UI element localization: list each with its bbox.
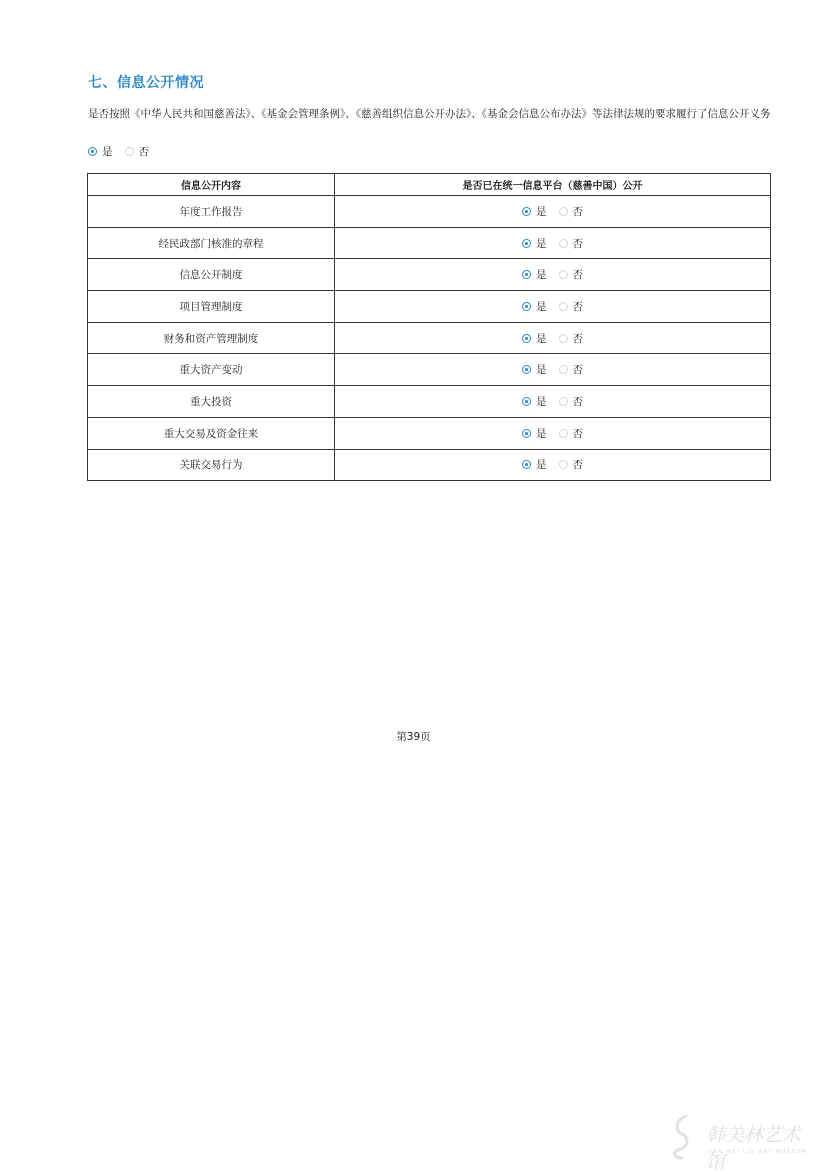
disclosure-item-label: 年度工作报告 xyxy=(88,196,335,228)
yes-radio-checked-icon[interactable] xyxy=(88,147,97,156)
table-row xyxy=(88,227,771,259)
disclosure-table xyxy=(87,173,771,481)
yes-radio-checked-icon[interactable] xyxy=(522,270,531,279)
no-radio-icon[interactable] xyxy=(559,365,568,374)
yes-option-label: 是 xyxy=(536,395,547,408)
header-content: 信息公开内容 xyxy=(88,174,335,196)
no-radio-icon[interactable] xyxy=(559,460,568,469)
table-row xyxy=(88,291,771,323)
yes-option-label: 是 xyxy=(536,459,547,472)
table-row xyxy=(88,386,771,418)
status-radio-group xyxy=(522,299,583,314)
no-radio-icon[interactable] xyxy=(559,397,568,406)
status-radio-group xyxy=(522,204,583,219)
no-radio-icon[interactable] xyxy=(559,302,568,311)
yes-option-label: 是 xyxy=(536,427,547,440)
no-option-label: 否 xyxy=(572,300,583,313)
disclosure-status-cell xyxy=(335,227,771,259)
page-number: 第39页 xyxy=(396,731,431,743)
yes-radio-checked-icon[interactable] xyxy=(522,334,531,343)
no-option-label: 否 xyxy=(572,237,583,250)
disclosure-item-label: 财务和资产管理制度 xyxy=(88,322,335,354)
yes-radio-checked-icon[interactable] xyxy=(522,429,531,438)
disclosure-status-cell xyxy=(335,322,771,354)
disclosure-item-label: 重大资产变动 xyxy=(88,354,335,386)
question-radio-group xyxy=(88,144,161,159)
table-row xyxy=(88,354,771,386)
table-row xyxy=(88,259,771,291)
no-option-label: 否 xyxy=(572,364,583,377)
disclosure-status-cell xyxy=(335,291,771,323)
museum-watermark xyxy=(668,1110,818,1173)
disclosure-status-cell xyxy=(335,354,771,386)
no-radio-icon[interactable] xyxy=(125,147,134,156)
disclosure-status-cell xyxy=(335,196,771,228)
no-radio-icon[interactable] xyxy=(559,239,568,248)
yes-radio-checked-icon[interactable] xyxy=(522,460,531,469)
status-radio-group xyxy=(522,236,583,251)
table-header-row xyxy=(88,174,771,196)
status-radio-group xyxy=(522,362,583,377)
question-text: 是否按照《中华人民共和国慈善法》、《基金会管理条例》、《慈善组织信息公开办法》、《基金会信息公布办法》等法律法规的要求履行了信息公开义务 xyxy=(88,108,771,120)
header-disclosed: 是否已在统一信息平台（慈善中国）公开 xyxy=(335,174,771,196)
no-radio-icon[interactable] xyxy=(559,207,568,216)
no-option-label: 否 xyxy=(572,395,583,408)
table-row xyxy=(88,322,771,354)
disclosure-item-label: 重大交易及资金往来 xyxy=(88,417,335,449)
status-radio-group xyxy=(522,267,583,282)
table-row xyxy=(88,417,771,449)
status-radio-group xyxy=(522,457,583,472)
disclosure-item-label: 关联交易行为 xyxy=(88,449,335,481)
watermark-text: 韩美林艺术馆 xyxy=(706,1124,802,1173)
no-option-label: 否 xyxy=(138,146,149,158)
yes-option-label: 是 xyxy=(536,364,547,377)
yes-option-label: 是 xyxy=(536,269,547,282)
table-row xyxy=(88,196,771,228)
status-radio-group xyxy=(522,426,583,441)
disclosure-item-label: 经民政部门核准的章程 xyxy=(88,227,335,259)
yes-option-label: 是 xyxy=(536,205,547,218)
no-option-label: 否 xyxy=(572,459,583,472)
yes-radio-checked-icon[interactable] xyxy=(522,365,531,374)
no-option-label: 否 xyxy=(572,332,583,345)
yes-option-label: 是 xyxy=(536,332,547,345)
no-option-label: 否 xyxy=(572,205,583,218)
yes-option-label: 是 xyxy=(536,237,547,250)
disclosure-item-label: 重大投资 xyxy=(88,386,335,418)
yes-option-label: 是 xyxy=(536,300,547,313)
swirl-logo-icon xyxy=(668,1112,698,1162)
disclosure-status-cell xyxy=(335,386,771,418)
disclosure-status-cell xyxy=(335,449,771,481)
yes-radio-checked-icon[interactable] xyxy=(522,302,531,311)
no-radio-icon[interactable] xyxy=(559,429,568,438)
status-radio-group xyxy=(522,331,583,346)
status-radio-group xyxy=(522,394,583,409)
yes-radio-checked-icon[interactable] xyxy=(522,239,531,248)
yes-radio-checked-icon[interactable] xyxy=(522,207,531,216)
section-title: 七、信息公开情况 xyxy=(88,75,204,91)
disclosure-item-label: 信息公开制度 xyxy=(88,259,335,291)
no-radio-icon[interactable] xyxy=(559,270,568,279)
disclosure-status-cell xyxy=(335,417,771,449)
no-option-label: 否 xyxy=(572,427,583,440)
no-radio-icon[interactable] xyxy=(559,334,568,343)
yes-option-label: 是 xyxy=(102,146,113,158)
yes-radio-checked-icon[interactable] xyxy=(522,397,531,406)
disclosure-status-cell xyxy=(335,259,771,291)
table-row xyxy=(88,449,771,481)
disclosure-item-label: 项目管理制度 xyxy=(88,291,335,323)
watermark-subtext: HAN MEI LIN ART MUSEUM xyxy=(708,1149,808,1155)
no-option-label: 否 xyxy=(572,269,583,282)
